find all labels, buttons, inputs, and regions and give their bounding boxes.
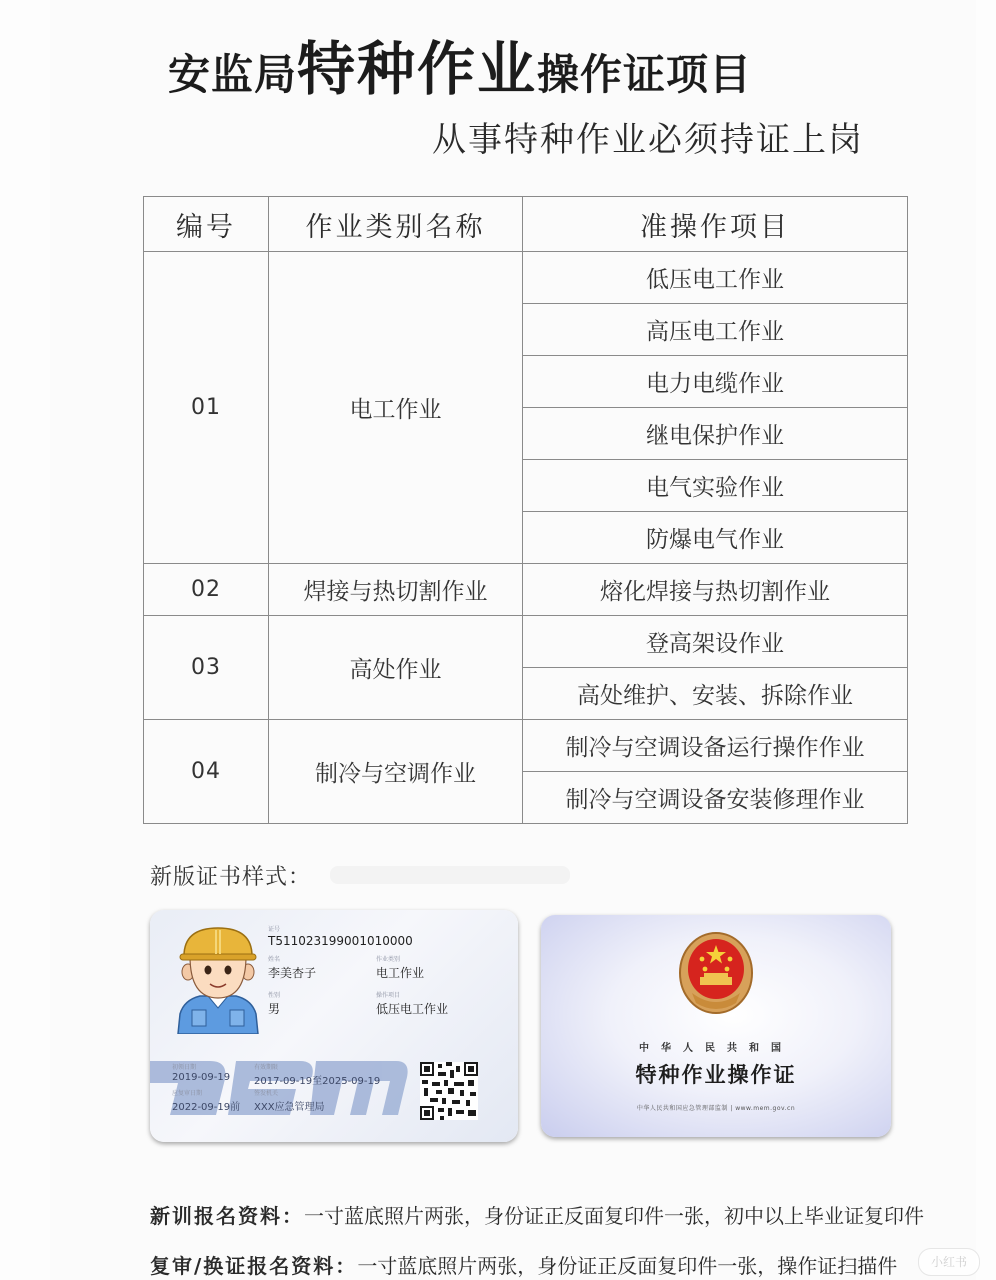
- table-row: [144, 564, 908, 616]
- qr-code-icon: [420, 1062, 478, 1120]
- table-row: [144, 720, 908, 772]
- group-category: 高处作业: [269, 616, 523, 720]
- table-row: [144, 252, 908, 304]
- operation-item: 低压电工作业: [523, 252, 908, 304]
- cert-no-label: 证号: [268, 926, 281, 933]
- name-label: 姓名: [268, 956, 281, 963]
- group-number: 04: [144, 720, 269, 824]
- renewal-requirements: [150, 1250, 897, 1279]
- requirement-label: 复审/换证报名资料：: [150, 1254, 358, 1278]
- title-emphasis: 特种作业: [297, 35, 538, 103]
- country-name: 中华人民共和国: [639, 1043, 793, 1054]
- requirement-text: 一寸蓝底照片两张，身份证正反面复印件一张，操作证扫描件: [357, 1254, 898, 1278]
- operation-item: 电力电缆作业: [523, 356, 908, 408]
- name-value: 李美杏子: [268, 966, 317, 980]
- operation-item: 熔化焊接与热切割作业: [523, 564, 908, 616]
- operation-item: 制冷与空调设备运行操作作业: [523, 720, 908, 772]
- operation-item: 高处维护、安装、拆除作业: [523, 668, 908, 720]
- xiaohongshu-watermark: 小红书: [918, 1248, 980, 1276]
- requirement-text: 一寸蓝底照片两张，身份证正反面复印件一张，初中以上毕业证复印件: [304, 1204, 924, 1228]
- page-title: [168, 22, 908, 106]
- group-category: 电工作业: [269, 252, 523, 564]
- review-value: 2022-09-19前: [172, 1102, 241, 1113]
- gender-label: 性别: [268, 992, 281, 999]
- operation-item: 电气实验作业: [523, 460, 908, 512]
- issuer-label: 签发机关: [254, 1090, 279, 1097]
- page-subtitle: 从事特种作业必须持证上岗: [432, 120, 864, 160]
- worker-avatar-icon: [170, 922, 266, 1034]
- new-training-requirements: [150, 1200, 924, 1229]
- table-row: [144, 616, 908, 668]
- item-value: 低压电工作业: [376, 1002, 449, 1016]
- certificate-title: 特种作业操作证: [635, 1063, 797, 1087]
- group-number: 02: [144, 564, 269, 616]
- validity-value: 2017-09-19至2025-09-19: [254, 1076, 381, 1087]
- operation-item: 继电保护作业: [523, 408, 908, 460]
- certificate-front-image: [150, 910, 518, 1142]
- group-number: 01: [144, 252, 269, 564]
- national-emblem-icon: [678, 931, 754, 1015]
- column-header-number: 编号: [144, 197, 269, 252]
- operation-item: 防爆电气作业: [523, 512, 908, 564]
- issuer-value: XXX应急管理局: [254, 1102, 325, 1113]
- certificate-sample-label: 新版证书样式：: [150, 865, 312, 890]
- title-prefix: 安监局: [168, 50, 298, 99]
- column-header-items: 准操作项目: [523, 197, 908, 252]
- validity-label: 有效期限: [254, 1064, 279, 1071]
- operation-items-table: [143, 196, 908, 824]
- issuer-footer: 中华人民共和国应急管理部监制 | www.mem.gov.cn: [636, 1105, 796, 1112]
- requirement-label: 新训报名资料：: [150, 1204, 304, 1228]
- item-label: 操作项目: [376, 992, 401, 999]
- group-number: 03: [144, 616, 269, 720]
- gender-value: 男: [268, 1002, 281, 1016]
- review-label: 应复审日期: [172, 1090, 203, 1097]
- cert-no-value: T511023199001010000: [268, 934, 413, 948]
- column-header-category: 作业类别名称: [269, 197, 523, 252]
- group-category: 焊接与热切割作业: [269, 564, 523, 616]
- operation-item: 登高架设作业: [523, 616, 908, 668]
- first-issue-value: 2019-09-19: [172, 1072, 231, 1083]
- group-category: 制冷与空调作业: [269, 720, 523, 824]
- certificate-back-image: [541, 915, 891, 1137]
- first-issue-label: 初领日期: [172, 1064, 197, 1071]
- title-suffix: 操作证项目: [537, 50, 753, 99]
- operation-item: 高压电工作业: [523, 304, 908, 356]
- category-label: 作业类别: [376, 956, 401, 963]
- category-value: 电工作业: [376, 966, 425, 980]
- blurred-region: [330, 866, 570, 884]
- operation-item: 制冷与空调设备安装修理作业: [523, 772, 908, 824]
- table-header-row: [144, 197, 908, 252]
